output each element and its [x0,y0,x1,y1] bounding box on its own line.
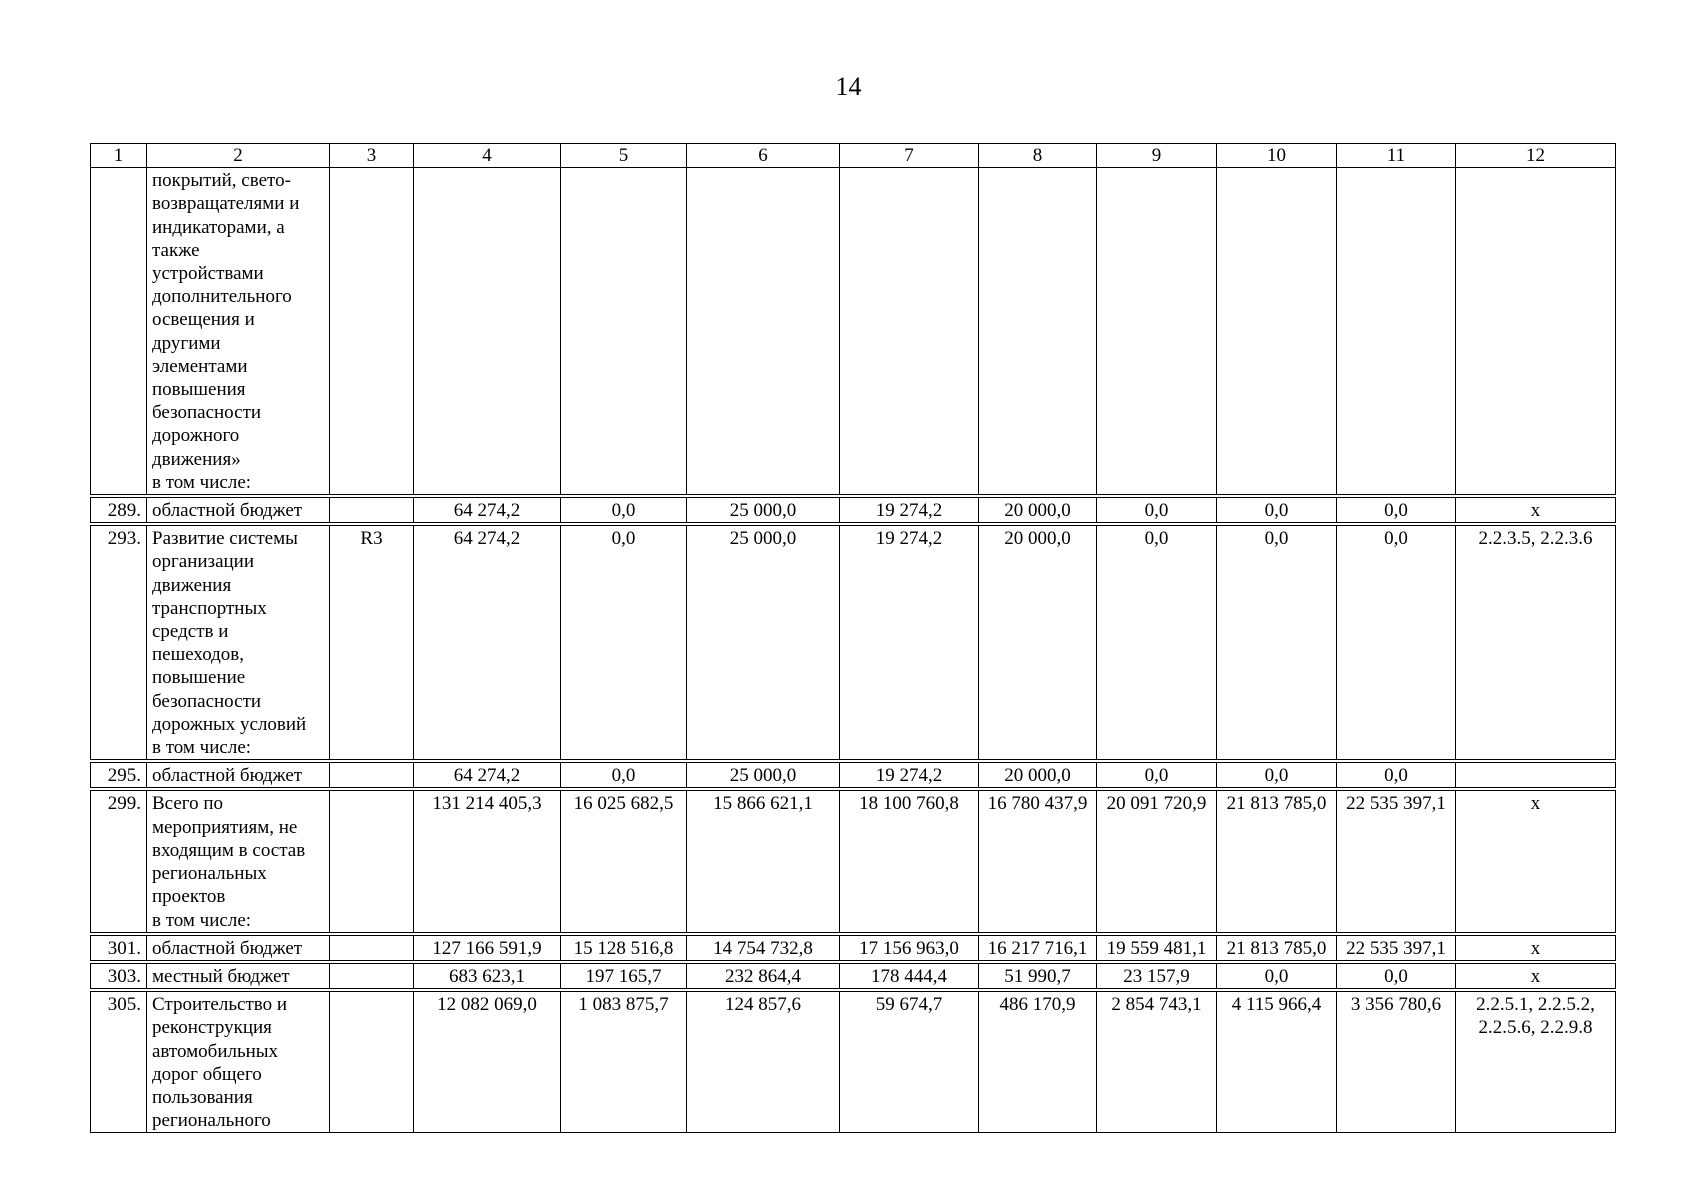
value-cell: 0,0 [1337,761,1456,789]
value-cell: 0,0 [1217,761,1337,789]
header-cell: 6 [687,144,840,168]
code-cell [330,962,414,990]
value-cell: 0,0 [1337,524,1456,761]
value-cell: 486 170,9 [979,990,1097,1133]
value-cell: 21 813 785,0 [1217,934,1337,962]
value-cell [979,168,1097,496]
value-cell: 16 217 716,1 [979,934,1097,962]
indicator-cell: х [1456,496,1616,524]
value-cell: 64 274,2 [414,496,561,524]
value-cell: 0,0 [1337,962,1456,990]
value-cell: 51 990,7 [979,962,1097,990]
value-cell: 0,0 [1217,524,1337,761]
value-cell: 197 165,7 [561,962,687,990]
value-cell: 19 559 481,1 [1097,934,1217,962]
value-cell: 0,0 [1097,761,1217,789]
value-cell: 19 274,2 [840,524,979,761]
row-number-cell: 289. [91,496,147,524]
value-cell [1097,168,1217,496]
code-cell [330,761,414,789]
budget-table [90,143,1616,1133]
value-cell: 1 083 875,7 [561,990,687,1133]
value-cell: 0,0 [561,524,687,761]
value-cell: 64 274,2 [414,524,561,761]
value-cell: 0,0 [1097,524,1217,761]
value-cell [1337,168,1456,496]
row-number-cell: 305. [91,990,147,1133]
value-cell: 59 674,7 [840,990,979,1133]
table-row [91,168,1616,496]
value-cell: 25 000,0 [687,524,840,761]
header-cell: 3 [330,144,414,168]
value-cell: 20 000,0 [979,761,1097,789]
value-cell: 131 214 405,3 [414,789,561,933]
value-cell: 23 157,9 [1097,962,1217,990]
header-cell: 11 [1337,144,1456,168]
value-cell: 17 156 963,0 [840,934,979,962]
row-number-cell: 293. [91,524,147,761]
code-cell: R3 [330,524,414,761]
header-cell: 4 [414,144,561,168]
code-cell [330,789,414,933]
value-cell: 683 623,1 [414,962,561,990]
value-cell: 22 535 397,1 [1337,934,1456,962]
table-row [91,962,1616,990]
value-cell: 21 813 785,0 [1217,789,1337,933]
value-cell: 20 000,0 [979,496,1097,524]
indicator-cell: х [1456,962,1616,990]
item-name-cell: областной бюджет [147,934,330,962]
value-cell: 19 274,2 [840,761,979,789]
item-name-cell: покрытий, свето- возвращателями и индикаторами, а также устройствами дополнительного освещения и другими элементами повышения безопасности дорожного движения» в том числе: [147,168,330,496]
value-cell: 4 115 966,4 [1217,990,1337,1133]
table-row [91,524,1616,761]
value-cell: 25 000,0 [687,761,840,789]
indicator-cell: х [1456,789,1616,933]
item-name-cell: Строительство и реконструкция автомобильных дорог общего пользования регионального [147,990,330,1133]
code-cell [330,990,414,1133]
header-cell: 1 [91,144,147,168]
value-cell: 14 754 732,8 [687,934,840,962]
header-cell: 5 [561,144,687,168]
header-cell: 8 [979,144,1097,168]
value-cell [840,168,979,496]
value-cell: 0,0 [1217,962,1337,990]
table-row [91,789,1616,933]
indicator-cell [1456,761,1616,789]
value-cell: 12 082 069,0 [414,990,561,1133]
column-number-header-row [91,144,1616,168]
value-cell: 0,0 [1337,496,1456,524]
table-row [91,934,1616,962]
header-cell: 10 [1217,144,1337,168]
row-number-cell: 303. [91,962,147,990]
table-row [91,496,1616,524]
value-cell: 20 091 720,9 [1097,789,1217,933]
value-cell: 2 854 743,1 [1097,990,1217,1133]
code-cell [330,496,414,524]
value-cell: 18 100 760,8 [840,789,979,933]
value-cell: 15 866 621,1 [687,789,840,933]
indicator-cell: 2.2.5.1, 2.2.5.2, 2.2.5.6, 2.2.9.8 [1456,990,1616,1133]
value-cell: 16 025 682,5 [561,789,687,933]
table-row [91,761,1616,789]
value-cell: 0,0 [1217,496,1337,524]
row-number-cell [91,168,147,496]
value-cell [561,168,687,496]
page-number: 14 [835,72,862,101]
value-cell: 15 128 516,8 [561,934,687,962]
value-cell: 22 535 397,1 [1337,789,1456,933]
code-cell [330,168,414,496]
value-cell: 232 864,4 [687,962,840,990]
value-cell: 0,0 [561,496,687,524]
value-cell: 19 274,2 [840,496,979,524]
value-cell: 20 000,0 [979,524,1097,761]
value-cell [1217,168,1337,496]
value-cell: 16 780 437,9 [979,789,1097,933]
value-cell: 0,0 [561,761,687,789]
indicator-cell: х [1456,934,1616,962]
item-name-cell: местный бюджет [147,962,330,990]
table-row [91,990,1616,1133]
value-cell: 124 857,6 [687,990,840,1133]
header-cell: 2 [147,144,330,168]
header-cell: 9 [1097,144,1217,168]
value-cell: 0,0 [1097,496,1217,524]
code-cell [330,934,414,962]
item-name-cell: областной бюджет [147,496,330,524]
row-number-cell: 301. [91,934,147,962]
item-name-cell: Всего по мероприятиям, не входящим в состав региональных проектов в том числе: [147,789,330,933]
row-number-cell: 295. [91,761,147,789]
value-cell: 64 274,2 [414,761,561,789]
value-cell: 25 000,0 [687,496,840,524]
header-cell: 12 [1456,144,1616,168]
value-cell: 127 166 591,9 [414,934,561,962]
indicator-cell: 2.2.3.5, 2.2.3.6 [1456,524,1616,761]
item-name-cell: Развитие системы организации движения транспортных средств и пешеходов, повышение безопасности дорожных условий в том числе: [147,524,330,761]
value-cell [687,168,840,496]
value-cell [414,168,561,496]
value-cell: 3 356 780,6 [1337,990,1456,1133]
item-name-cell: областной бюджет [147,761,330,789]
row-number-cell: 299. [91,789,147,933]
value-cell: 178 444,4 [840,962,979,990]
indicator-cell [1456,168,1616,496]
header-cell: 7 [840,144,979,168]
